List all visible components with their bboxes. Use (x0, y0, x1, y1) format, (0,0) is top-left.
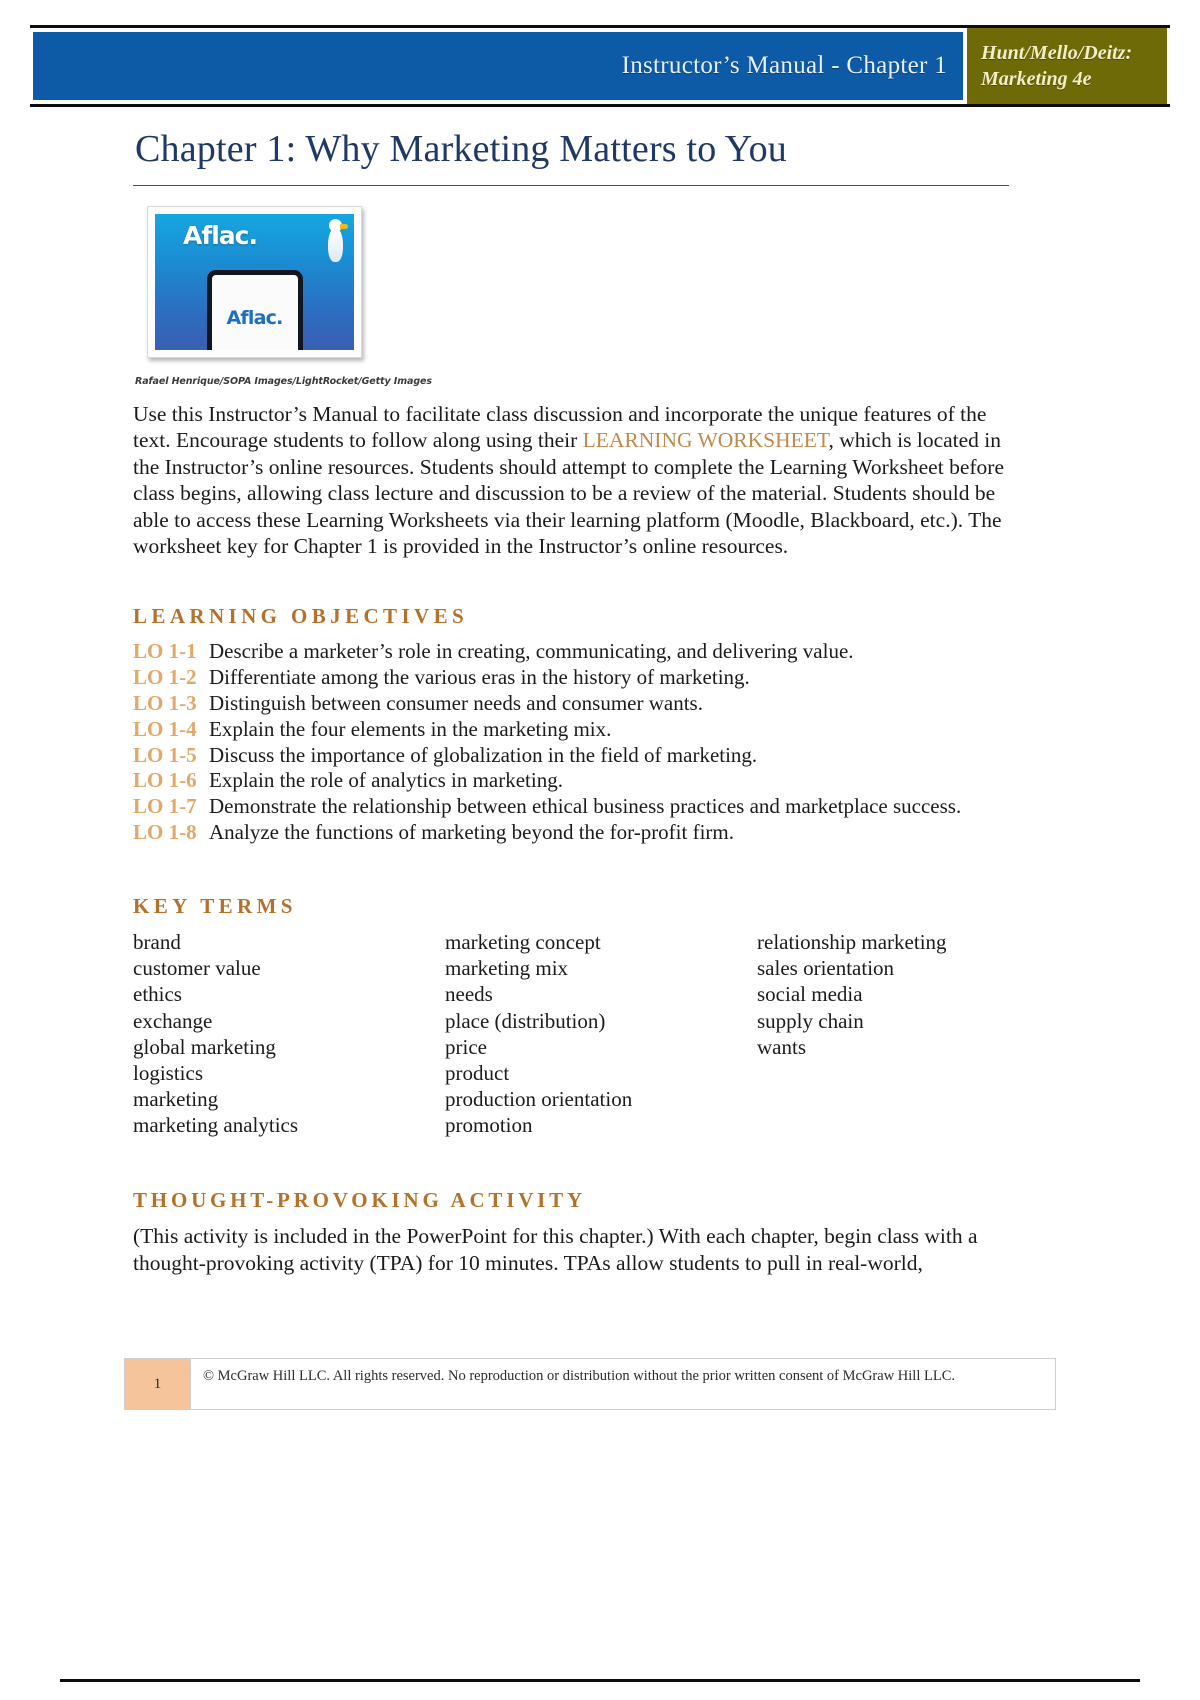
key-term: global marketing (133, 1034, 276, 1059)
lo-tag: LO 1-6 (133, 768, 197, 793)
key-terms-column-1 (133, 929, 445, 1138)
lo-description: Demonstrate the relationship between ethical business practices and marketplace success. (209, 794, 962, 819)
learning-objective-item (133, 717, 1018, 743)
key-term: marketing mix (445, 956, 569, 981)
learning-worksheet-highlight: LEARNING WORKSHEET (582, 428, 829, 453)
key-term: social media (757, 982, 863, 1007)
header-book-band (967, 28, 1167, 104)
header-manual-band (33, 32, 963, 100)
aflac-wordmark-label: Aflac (183, 220, 249, 250)
header-book-title: Marketing 4e (981, 68, 1092, 90)
figure-credit-caption: Rafael Henrique/SOPA Images/LightRocket/Getty Images (135, 375, 432, 387)
title-underline-rule (133, 185, 1009, 186)
thought-provoking-activity-paragraph: (This activity is included in the PowerPoint for this chapter.) With each chapter, begin class with a thought-provoking activity (TPA) for 10 minutes. TPAs allow students to pull in real-world, (133, 1224, 978, 1275)
learning-objective-item (133, 743, 1018, 769)
lo-tag: LO 1-3 (133, 690, 197, 715)
smartphone-screen (212, 275, 298, 350)
page-header (30, 25, 1170, 107)
document-content (133, 128, 1018, 1276)
lo-tag: LO 1-7 (133, 794, 197, 819)
key-term: place (distribution) (445, 1008, 606, 1033)
lo-tag: LO 1-8 (133, 820, 197, 845)
thought-provoking-activity-heading: THOUGHT-PROVOKING ACTIVITY (133, 1188, 586, 1213)
learning-objectives-list (133, 639, 1018, 846)
key-term: wants (757, 1034, 806, 1059)
key-term: promotion (445, 1113, 533, 1138)
aflac-wordmark-period: . (248, 220, 257, 250)
lo-description: Analyze the functions of marketing beyond the for-profit firm. (209, 820, 734, 845)
key-term: supply chain (757, 1008, 864, 1033)
key-term: marketing concept (445, 930, 601, 955)
lo-description: Explain the four elements in the marketing mix. (209, 716, 612, 741)
intro-paragraph (133, 401, 1018, 560)
key-term: marketing analytics (133, 1113, 299, 1138)
key-terms-columns (133, 929, 1018, 1138)
key-term: customer value (133, 956, 261, 981)
lo-tag: LO 1-2 (133, 664, 197, 689)
learning-objective-item (133, 768, 1018, 794)
lo-description: Describe a marketer’s role in creating, communicating, and delivering value. (209, 638, 854, 663)
key-term: product (445, 1060, 510, 1085)
lo-description: Differentiate among the various eras in the history of marketing. (209, 664, 750, 689)
key-term: sales orientation (757, 956, 895, 981)
smartphone-graphic (207, 270, 303, 350)
aflac-app-logo-text (227, 307, 283, 329)
footer-copyright-text: © McGraw Hill LLC. All rights reserved. No reproduction or distribution without the prior written consent of McGraw Hill LLC. (203, 1368, 955, 1384)
header-book-authors: Hunt/Mello/Deitz: (981, 41, 1133, 64)
key-term: production orientation (445, 1087, 633, 1112)
intro-text-part2: , which is located in the Instructor’s online resources. Students should attempt to complete the Learning Worksheet before class begins, allowing class lecture and discussion to be a review of the material. Students should be able to access these Learning Worksheets via their learning platform (Moodle, Blackboard, etc.). The worksheet key for Chapter 1 is provided in the Instructor’s online resources. (133, 428, 1004, 559)
learning-objective-item (133, 820, 1018, 846)
page-bottom-rule (60, 1679, 1140, 1682)
aflac-logo-text (183, 221, 257, 250)
duck-body-shape (328, 228, 343, 262)
key-term: logistics (133, 1060, 204, 1085)
duck-beak-shape (340, 224, 348, 229)
learning-objective-item (133, 691, 1018, 717)
key-term: price (445, 1034, 487, 1059)
key-term: marketing (133, 1087, 219, 1112)
key-terms-column-3 (757, 929, 947, 1138)
aflac-advertisement-graphic (155, 214, 354, 350)
learning-objective-item (133, 665, 1018, 691)
footer-page-number-box (125, 1359, 191, 1409)
key-terms-heading: KEY TERMS (133, 894, 297, 919)
intro-text-part1: Use this Instructor’s Manual to facilitate class discussion and incorporate the unique features of the text. Encourage students to follow along using their (133, 401, 987, 453)
lo-tag: LO 1-4 (133, 716, 197, 741)
header-manual-label: Instructor’s Manual - Chapter 1 (621, 52, 947, 79)
lo-description: Discuss the importance of globalization in the field of marketing. (209, 742, 758, 767)
aflac-duck-icon (322, 216, 348, 264)
key-term: needs (445, 982, 493, 1007)
key-terms-column-2 (445, 929, 757, 1138)
page-footer (124, 1358, 1056, 1410)
key-term: brand (133, 930, 181, 955)
footer-page-number: 1 (153, 1375, 162, 1392)
learning-objective-item (133, 794, 1018, 820)
key-term: relationship marketing (757, 930, 947, 955)
learning-objectives-heading: LEARNING OBJECTIVES (133, 603, 469, 628)
lo-description: Distinguish between consumer needs and consumer wants. (209, 690, 703, 715)
lo-tag: LO 1-1 (133, 638, 197, 663)
key-term: exchange (133, 1008, 213, 1033)
lo-description: Explain the role of analytics in marketing. (209, 768, 563, 793)
aflac-app-period: . (276, 307, 283, 330)
lo-tag: LO 1-5 (133, 742, 197, 767)
page-title: Chapter 1: Why Marketing Matters to You (135, 128, 787, 170)
key-term: ethics (133, 982, 182, 1007)
learning-objective-item (133, 639, 1018, 665)
chapter-opener-image (147, 206, 362, 358)
aflac-app-wordmark: Aflac (226, 307, 277, 330)
